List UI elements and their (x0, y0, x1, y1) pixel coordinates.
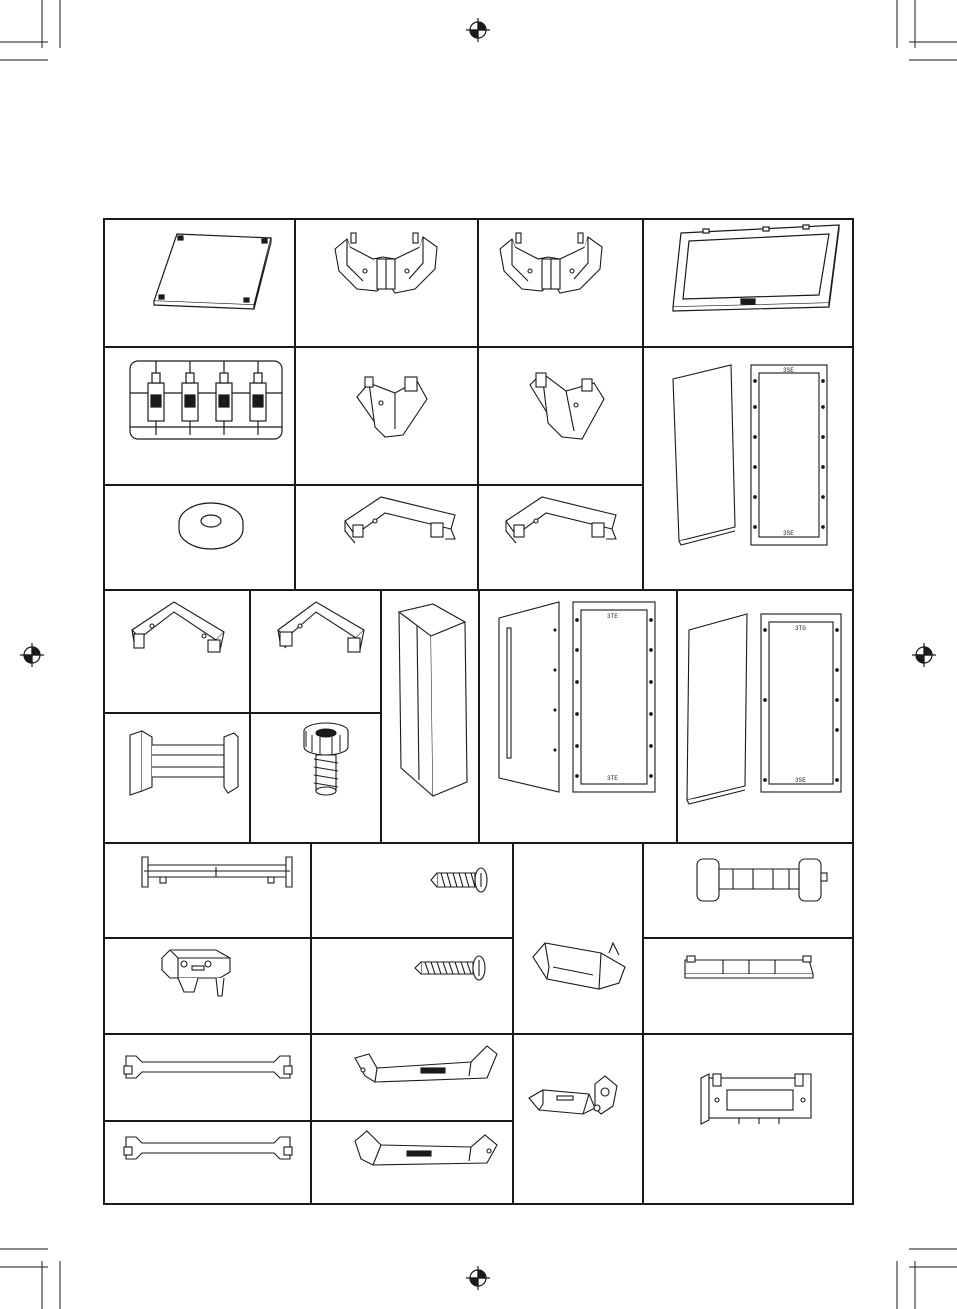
part-long-bracket-bar (104, 843, 311, 938)
part-curved-handle-b (311, 1121, 513, 1204)
part-l-corner-b (250, 590, 381, 713)
part-hinge-clip (513, 1034, 643, 1204)
panel-code-bottom: 3SE (795, 777, 806, 784)
part-v-bracket-b (478, 485, 643, 590)
part-base-rail (643, 938, 853, 1034)
part-screw-long (311, 938, 513, 1034)
panel-code-bottom: 3SE (783, 530, 794, 537)
part-side-panel-3te (479, 590, 677, 843)
part-latch (104, 938, 311, 1034)
part-adjustable-foot (250, 713, 381, 843)
panel-code-top: 3SE (783, 367, 794, 374)
part-shelf-frame (643, 219, 853, 347)
panel-code-top: 3TG (795, 625, 806, 632)
part-handle-b (104, 1121, 311, 1204)
part-foot-rail (643, 843, 853, 938)
part-clip-sprue (104, 347, 295, 485)
part-corner-bracket-left (295, 347, 478, 485)
part-l-corner-a (104, 590, 250, 713)
part-hinge-plate (643, 1034, 853, 1204)
panel-code-bottom: 3TE (607, 775, 618, 782)
part-corner-bracket-right (478, 347, 643, 485)
part-handle-a (104, 1034, 311, 1121)
part-hinge-bracket-a (295, 219, 478, 347)
part-hinge-bracket-b (478, 219, 643, 347)
part-spring-clip (513, 843, 643, 1034)
part-screw-short (311, 843, 513, 938)
part-spacer-bar (104, 713, 250, 843)
part-washer (104, 485, 295, 590)
part-v-bracket-a (295, 485, 478, 590)
part-square-tray (104, 219, 295, 347)
part-curved-handle-a (311, 1034, 513, 1121)
panel-code-top: 3TE (607, 613, 618, 620)
part-angle-post (381, 590, 479, 843)
part-door-panel-3se (643, 347, 853, 590)
part-side-panel-3tg (677, 590, 853, 843)
